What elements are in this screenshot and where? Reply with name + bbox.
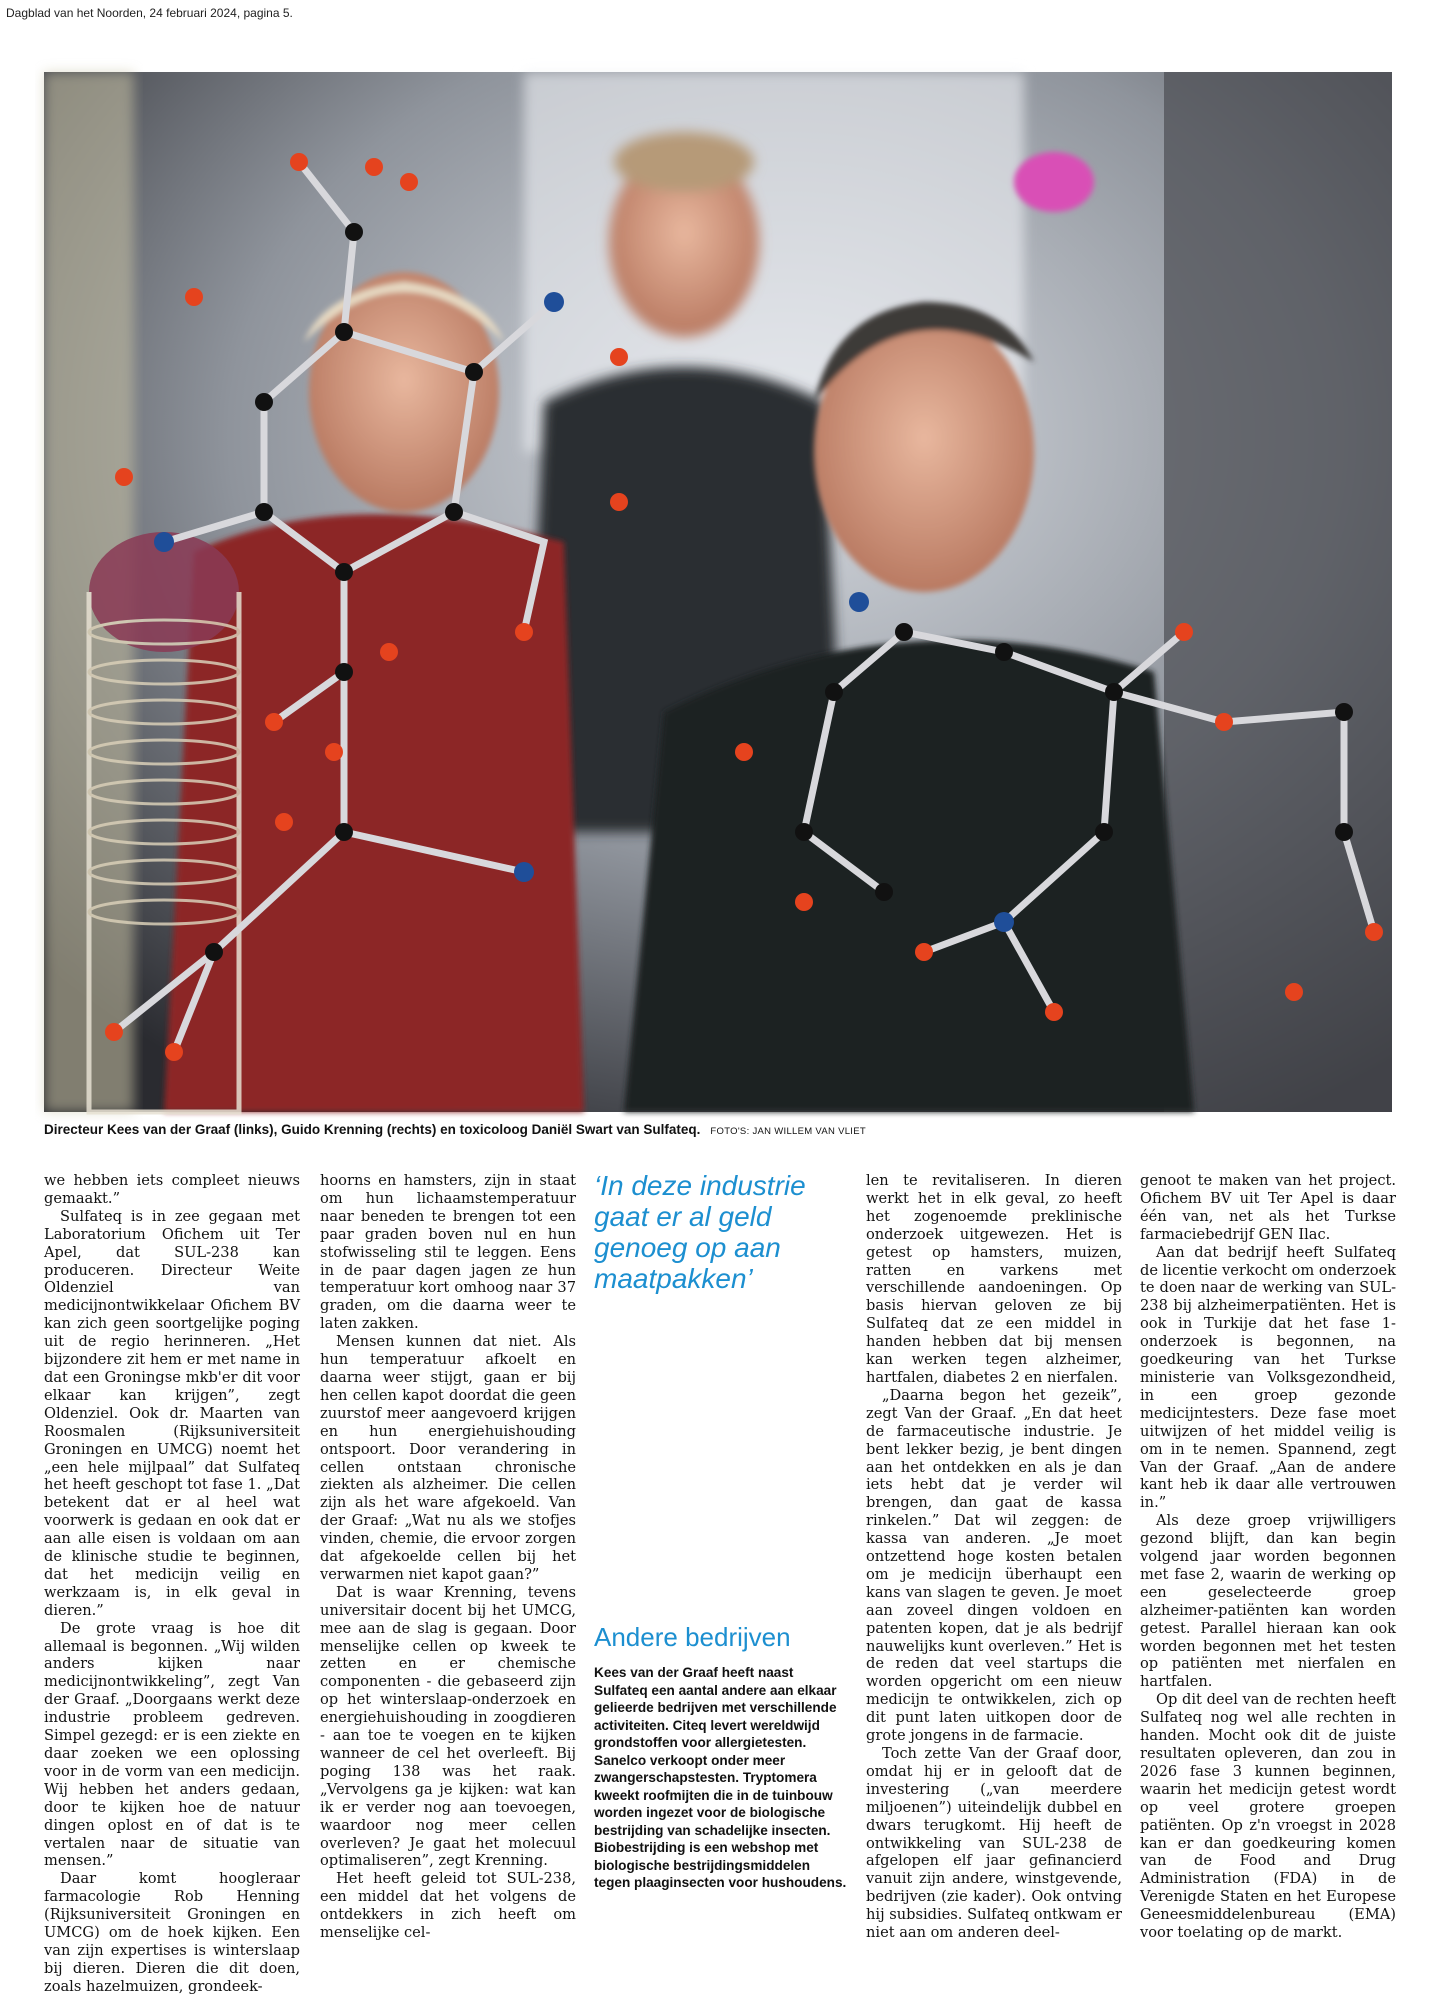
sidebar-box-title: Andere bedrijven xyxy=(594,1622,791,1652)
lab-photo-molecule-model-icon xyxy=(44,72,1392,1112)
paragraph: genoot te maken van het project. Ofichem BV uit Ter Apel is daar één van, net als het Turkse farmaciebedrijf GEN Ilac. xyxy=(1140,1172,1396,1243)
paragraph: Op dit deel van de rechten heeft Sulfateq nog wel alle rechten in handen. Mocht ook dit de juiste resultaten opleveren, dan zou in 2026 fase 3 kunnen beginnen, waarin het medicijn getest wordt op veel grotere groepen patiënten. Op z'n vroegst in 2028 kan er dan goedkeuring komen van de Food and Drug Administration (FDA) in de Verenigde Staten en het Europese Geneesmiddelenbureau (EMA) voor toelating op de markt. xyxy=(1140,1691,1396,1942)
paragraph: we hebben iets compleet nieuws gemaakt.” xyxy=(44,1172,300,1207)
article-photo xyxy=(44,72,1392,1112)
paragraph: Dat is waar Krenning, tevens universitair docent bij het UMCG, mee aan de slag is gegaan. Door menselijke cellen op kweek te zetten en er chemische componenten - die gebaseerd zijn op het winterslaap-onderzoek en energiehuishouding in zoogdieren - aan toe te voegen en te kijken wanneer de cel het overleeft. Bij poging 138 was het raak. „Vervolgens ga je kijken: wat kan ik er verder nog aan toevoegen, waardoor nog meer cellen overleven? Je gaat het molecuul optimaliseren”, zegt Krenning. xyxy=(320,1583,576,1870)
paragraph: Aan dat bedrijf heeft Sulfateq de licentie verkocht om onderzoek te doen naar de werking van SUL-238 bij alzheimerpatiënten. Het is ook in Turkije dat het fase 1-onderzoek is begonnen, na goedkeuring van het Turkse ministerie van Volksgezondheid, in een groep gezonde medicijntesters. Deze fase moet uitwijzen of het middel veilig is om in te nemen. Spannend, zegt Van der Graaf. „Aan de andere kant heb ik daar alle vertrouwen in.” xyxy=(1140,1243,1396,1512)
paragraph: Mensen kunnen dat niet. Als hun temperatuur afkoelt en daarna weer stijgt, gaan er bij hen cellen kapot doordat die geen zuurstof meer aangevoerd krijgen en hun energiehuishouding ontspoort. Door verandering in cellen ontstaan chronische ziekten als alzheimer. Die cellen zijn als het ware afgekoeld. Van der Graaf: „Wat nu als we stofjes vinden, chemie, die ervoor zorgen dat afgekoelde cellen bij het verwarmen niet kapot gaan?” xyxy=(320,1333,576,1583)
paragraph: Het heeft geleid tot SUL-238, een middel dat het volgens de ontdekkers in zich heeft om menselijke cel- xyxy=(320,1870,576,1942)
paragraph: Als deze groep vrijwilligers gezond blijft, dan kan begin volgend jaar worden begonnen met fase 2, waarin de werking op een geselecteerde groep alzheimer-patiënten kan worden getest. Parallel hieraan kan ook worden begonnen met het testen op patiënten met nierfalen en hartfalen. xyxy=(1140,1512,1396,1691)
pull-quote: ‘In deze industrie gaat er al geld genoeg op aan maatpakken’ xyxy=(594,1170,806,1294)
sidebar-box-body: Kees van der Graaf heeft naast Sulfateq een aantal andere aan elkaar gelieerde bedrijven met verschillende activiteiten. Citeq levert wereldwijd grondstoffen voor allergietesten. Sanelco verkoopt onder meer zwangerschapstesten. Tryptomera kweekt roofmijten die in de tuinbouw worden ingezet voor de biologische bestrijding van schadelijke insecten. Biobestrijding is een webshop met biologische bestrijdingsmiddelen tegen plaaginsecten voor hushoudens. xyxy=(594,1665,847,1890)
paragraph: Daar komt hoogleraar farmacologie Rob Henning (Rijksuniversiteit Groningen en UMCG) om de hoek kijken. Een van zijn expertises is winterslaap bij dieren. Dieren die dit doen, zoals hazelmuizen, grondeek- xyxy=(44,1870,300,1995)
page-source-header: Dagblad van het Noorden, 24 februari 2024, pagina 5. xyxy=(6,6,293,20)
article-column-1 xyxy=(44,1172,300,1996)
article-column-4 xyxy=(866,1172,1122,1942)
paragraph: Sulfateq is in zee gegaan met Laboratorium Ofichem uit Ter Apel, dat SUL-238 kan produceren. Directeur Weite Oldenziel van medicijnontwikkelaar Ofichem BV kan zich geen soortgelijke poging uit de regio herinneren. „Het bijzondere zit hem er met name in dat een Groningse mkb'er dit voor elkaar kan krijgen”, zegt Oldenziel. Ook dr. Maarten van Roosmalen (Rijksuniversiteit Groningen en UMCG) noemt het „een hele mijlpaal” dat Sulfateq het heeft geschopt tot fase 1. „Dat betekent dat er al heel wat voorwerk is gedaan en ook dat er aan alle eisen is voldaan om aan de klinische studie te beginnen, dat het medicijn veilig en werkzaam is, in elk geval in dieren.” xyxy=(44,1207,300,1619)
paragraph: len te revitaliseren. In dieren werkt het in elk geval, zo heeft het zogenoemde preklinische onderzoek uitgewezen. Het is getest op hamsters, muizen, ratten en varkens met verschillende aandoeningen. Op basis hiervan geloven ze bij Sulfateq dat ze een middel in handen hebben dat bij mensen kan werken tegen alzheimer, hartfalen, diabetes 2 en nierfalen. xyxy=(866,1172,1122,1386)
article-column-2 xyxy=(320,1172,576,1942)
caption-text: Directeur Kees van der Graaf (links), Guido Krenning (rechts) en toxicoloog Daniël Swart van Sulfateq. xyxy=(44,1122,701,1137)
paragraph: De grote vraag is hoe dit allemaal is begonnen. „Wij wilden anders kijken naar medicijnontwikkeling”, zegt Van der Graaf. „Doorgaans werkt deze industrie probleem gedreven. Simpel gezegd: er is een ziekte en daar zoeken we een oplossing voor in de vorm van een medicijn. Wij hebben het anders gedaan, door te kijken hoe de natuur dingen oplost en of dat is te vertalen naar de situatie van mensen.” xyxy=(44,1619,300,1870)
paragraph: „Daarna begon het gezeik”, zegt Van der Graaf. „En dat heet de farmaceutische industrie. Je bent lekker bezig, je bent dingen aan het ontdekken en als je dan iets hebt dat je verder wil brengen, dan gaat de kassa rinkelen.” Dat wil zeggen: de kassa van anderen. „Je moet ontzettend hoge kosten betalen om je medicijn überhaupt een kans van slagen te geven. Je moet aan zoveel dingen voldoen en patenten kopen, dat je als bedrijf nauwelijks kunt overleven.” Het is de reden dat veel startups die worden opgericht om een nieuw medicijn te ontwikkelen, zich op dit punt laten uitkopen door de grote jongens in de farmacie. xyxy=(866,1386,1122,1745)
paragraph: hoorns en hamsters, zijn in staat om hun lichaamstemperatuur naar beneden te brengen tot een paar graden boven nul en hun stofwisseling stil te leggen. Eens in de paar dagen jagen ze hun temperatuur kort omhoog naar 37 graden, om die daarna weer te laten zakken. xyxy=(320,1172,576,1333)
photo-caption xyxy=(44,1122,1392,1137)
sidebar-box xyxy=(594,1622,850,1892)
photo-credit: FOTO'S: JAN WILLEM VAN VLIET xyxy=(710,1126,866,1137)
article-column-5 xyxy=(1140,1172,1396,1942)
paragraph: Toch zette Van der Graaf door, omdat hij er in gelooft dat de investering („van meerdere miljoenen”) uiteindelijk dubbel en dwars terugkomt. Hij heeft de ontwikkeling van SUL-238 de afgelopen elf jaar gefinancierd vanuit zijn andere, winstgevende, bedrijven (zie kader). Ook ontving hij subsidies. Sulfateq ontkwam er niet aan om anderen deel- xyxy=(866,1745,1122,1942)
